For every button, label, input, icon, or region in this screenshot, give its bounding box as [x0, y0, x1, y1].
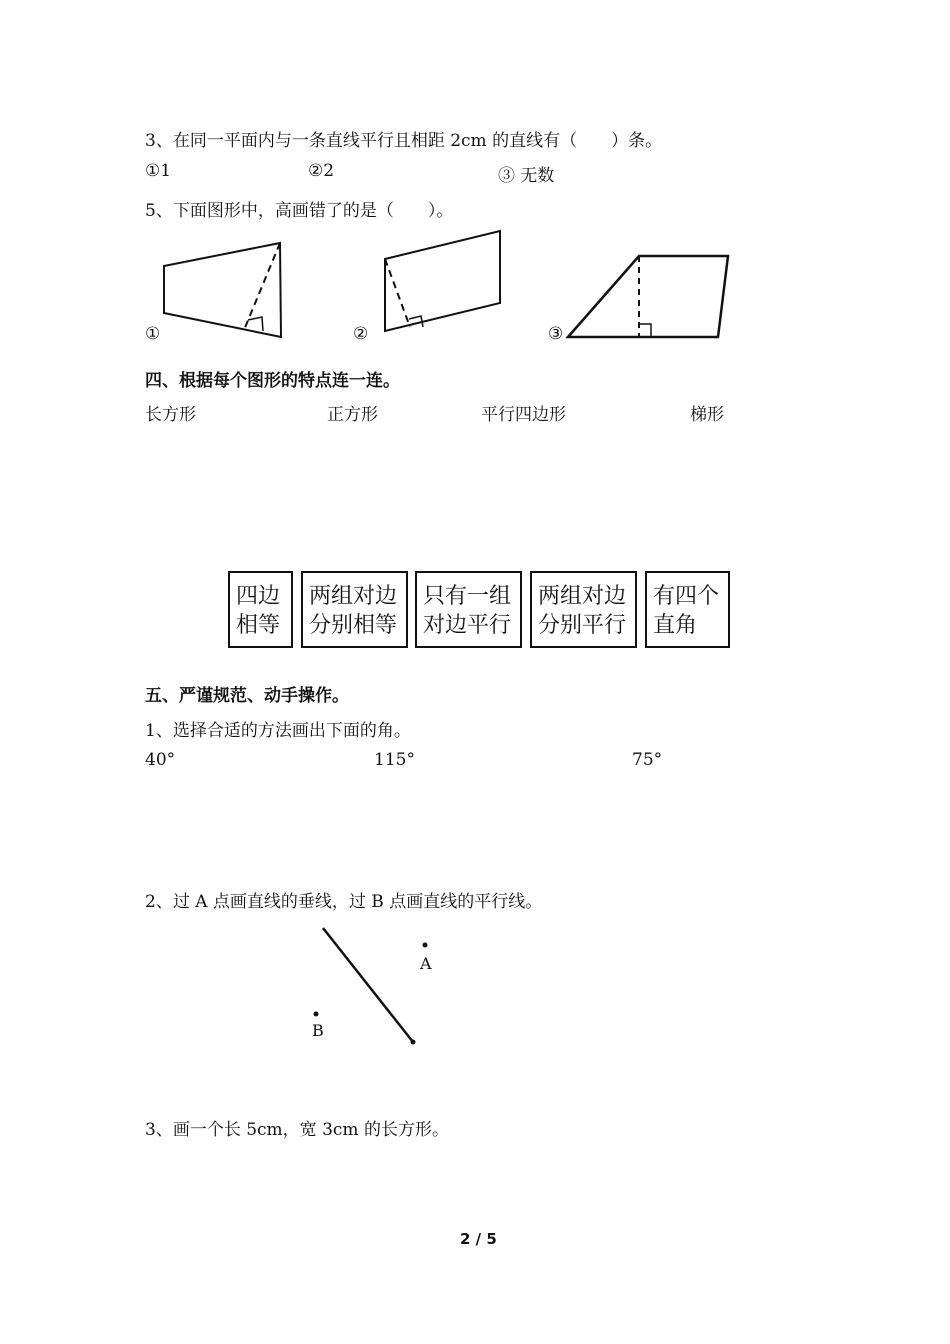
- feature-box-line: 分别相等: [309, 613, 398, 638]
- section-5-question-1-text: 1、选择合适的方法画出下面的角。: [145, 721, 411, 741]
- point-a-dot: [423, 943, 428, 948]
- feature-box-opposite-sides-equal: [301, 571, 408, 648]
- figure-2-label: ②: [353, 324, 369, 344]
- point-a-label: A: [420, 954, 432, 973]
- feature-box-line: 对边平行: [423, 613, 512, 638]
- line-endpoint-dot: [411, 1040, 416, 1045]
- shape-label-parallelogram: 平行四边形: [481, 405, 566, 425]
- section-5-question-3-text: 3、画一个长 5cm，宽 3cm 的长方形。: [145, 1120, 449, 1140]
- point-b-label: B: [312, 1021, 324, 1040]
- feature-box-line: 两组对边: [538, 584, 627, 609]
- section-5-question-2-text: 2、过 A 点画直线的垂线，过 B 点画直线的平行线。: [145, 892, 543, 912]
- figure-1-trapezoid: [164, 243, 281, 337]
- question-3-option-2: ②2: [308, 161, 335, 181]
- feature-box-four-right-angles: [645, 571, 730, 648]
- feature-box-line: 分别平行: [538, 613, 627, 638]
- feature-box-four-sides-equal: [228, 571, 293, 648]
- figure-3-parallelogram: [568, 256, 728, 337]
- feature-box-line: 直角: [653, 613, 698, 638]
- angle-label-75: 75°: [632, 750, 663, 770]
- feature-box-line: 两组对边: [309, 584, 398, 609]
- question-3-option-1: ①1: [145, 161, 172, 181]
- angle-label-40: 40°: [145, 750, 176, 770]
- feature-box-one-pair-parallel: [415, 571, 522, 648]
- feature-box-line: 有四个: [653, 584, 720, 609]
- page-number: 2 / 5: [460, 1230, 497, 1248]
- angle-label-115: 115°: [374, 750, 415, 770]
- feature-box-line: 只有一组: [423, 584, 512, 609]
- question-5-text: 5、下面图形中，高画错了的是（ ）。: [145, 201, 454, 221]
- shape-label-trapezoid: 梯形: [690, 405, 724, 425]
- figure-3-label: ③: [548, 324, 564, 344]
- section-5-heading: 五、严谨规范、动手操作。: [145, 686, 349, 706]
- figure-2-parallelogram: [385, 231, 500, 331]
- feature-box-line: 相等: [236, 613, 281, 638]
- point-b-dot: [314, 1012, 319, 1017]
- given-line: [323, 928, 413, 1042]
- figure-1-label: ①: [145, 324, 161, 344]
- section-4-heading: 四、根据每个图形的特点连一连。: [145, 371, 400, 391]
- perpendicular-diagram: [314, 928, 428, 1045]
- shape-label-rectangle: 长方形: [145, 405, 196, 425]
- shape-label-square: 正方形: [327, 405, 378, 425]
- feature-box-line: 四边: [236, 584, 281, 609]
- question-3-text: 3、在同一平面内与一条直线平行且相距 2cm 的直线有（ ）条。: [145, 131, 663, 151]
- feature-box-opposite-sides-parallel: [530, 571, 637, 648]
- question-3-option-3: ③ 无数: [498, 166, 555, 186]
